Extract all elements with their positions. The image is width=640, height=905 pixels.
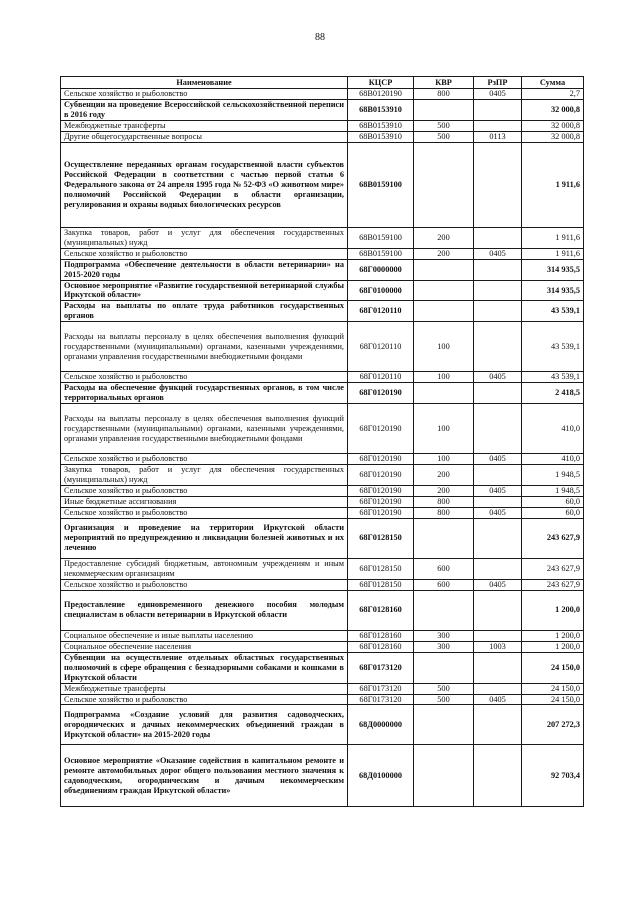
cell-sum: 60,0: [522, 497, 584, 508]
cell-kvr: 200: [414, 227, 474, 248]
cell-sum: 24 150,0: [522, 652, 584, 683]
cell-kvr: [414, 301, 474, 322]
cell-name: Осуществление переданных органам государственной власти субъектов Российской Федерации в соответствии с частью первой статьи 6 Федерального закона от 24 апреля 1995 года № 52-ФЗ «О животном мире» полномочий Российской Федерации в области организации, регулирования и охраны водных биологических ресурсов: [61, 142, 348, 227]
table-row: [61, 683, 584, 694]
cell-rzpr: [474, 630, 522, 641]
table-row: [61, 227, 584, 248]
cell-name: Закупка товаров, работ и услуг для обеспечения государственных (муниципальных) нужд: [61, 465, 348, 486]
cell-rzpr: 0405: [474, 579, 522, 590]
cell-kvr: [414, 745, 474, 807]
cell-sum: 43 539,1: [522, 322, 584, 372]
cell-kcsr: 68Д0100000: [348, 745, 414, 807]
cell-sum: 92 703,4: [522, 745, 584, 807]
cell-rzpr: [474, 518, 522, 558]
cell-rzpr: [474, 683, 522, 694]
cell-kvr: 300: [414, 641, 474, 652]
cell-kcsr: 68Г0120110: [348, 301, 414, 322]
cell-rzpr: 0405: [474, 454, 522, 465]
cell-kvr: 500: [414, 683, 474, 694]
cell-kcsr: 68Г0128160: [348, 630, 414, 641]
cell-kcsr: 68В0159100: [348, 248, 414, 259]
cell-kvr: 100: [414, 322, 474, 372]
cell-sum: 32 000,8: [522, 120, 584, 131]
cell-kvr: [414, 590, 474, 630]
cell-name: Межбюджетные трансферты: [61, 683, 348, 694]
cell-kcsr: 68В0159100: [348, 142, 414, 227]
table-row: [61, 630, 584, 641]
header-rzpr: РзПР: [474, 77, 522, 89]
header-kcsr: КЦСР: [348, 77, 414, 89]
table-row: [61, 497, 584, 508]
table-row: [61, 120, 584, 131]
table-row: [61, 465, 584, 486]
cell-kcsr: 68Г0120190: [348, 454, 414, 465]
cell-name: Предоставление субсидий бюджетным, автономным учреждениям и иным некоммерческим организациям: [61, 558, 348, 579]
cell-kcsr: 68В0153910: [348, 120, 414, 131]
cell-name: Иные бюджетные ассигнования: [61, 497, 348, 508]
table-row: [61, 248, 584, 259]
cell-name: Сельское хозяйство и рыболовство: [61, 372, 348, 383]
cell-rzpr: [474, 259, 522, 280]
cell-kcsr: 68Г0000000: [348, 259, 414, 280]
cell-name: Субвенции на осуществление отдельных областных государственных полномочий в сфере обращения с безнадзорными собаками и кошками в Иркутской области: [61, 652, 348, 683]
cell-sum: 2,7: [522, 89, 584, 100]
cell-sum: 410,0: [522, 404, 584, 454]
cell-name: Сельское хозяйство и рыболовство: [61, 507, 348, 518]
cell-name: Закупка товаров, работ и услуг для обеспечения государственных (муниципальных) нужд: [61, 227, 348, 248]
cell-kvr: [414, 99, 474, 120]
cell-kcsr: 68Г0128160: [348, 590, 414, 630]
cell-kcsr: 68Г0120190: [348, 465, 414, 486]
cell-kcsr: 68В0159100: [348, 227, 414, 248]
cell-kcsr: 68Г0173120: [348, 694, 414, 705]
table-row: [61, 518, 584, 558]
cell-kvr: 600: [414, 558, 474, 579]
cell-sum: 1 200,0: [522, 590, 584, 630]
cell-kcsr: 68Д0000000: [348, 705, 414, 745]
cell-rzpr: [474, 227, 522, 248]
table-row: [61, 322, 584, 372]
table-row: [61, 259, 584, 280]
cell-kvr: 100: [414, 372, 474, 383]
cell-sum: 43 539,1: [522, 372, 584, 383]
cell-sum: 1 200,0: [522, 641, 584, 652]
cell-sum: 1 911,6: [522, 227, 584, 248]
cell-rzpr: [474, 99, 522, 120]
cell-kcsr: 68Г0173120: [348, 683, 414, 694]
table-row: [61, 404, 584, 454]
table-row: [61, 745, 584, 807]
cell-name: Организация и проведение на территории Иркутской области мероприятий по предупреждению и ликвидации болезней животных и их лечению: [61, 518, 348, 558]
cell-rzpr: 0405: [474, 694, 522, 705]
cell-rzpr: [474, 142, 522, 227]
cell-sum: 24 150,0: [522, 683, 584, 694]
cell-kvr: 800: [414, 89, 474, 100]
cell-name: Сельское хозяйство и рыболовство: [61, 579, 348, 590]
table-row: [61, 372, 584, 383]
table-row: [61, 454, 584, 465]
cell-name: Подпрограмма «Обеспечение деятельности в области ветеринарии» на 2015-2020 годы: [61, 259, 348, 280]
cell-name: Предоставление единовременного денежного пособия молодым специалистам в области ветеринарии в Иркутской области: [61, 590, 348, 630]
cell-sum: 2 418,5: [522, 383, 584, 404]
cell-kvr: 600: [414, 579, 474, 590]
header-sum: Сумма: [522, 77, 584, 89]
cell-rzpr: [474, 705, 522, 745]
cell-sum: 1 948,5: [522, 465, 584, 486]
cell-kcsr: 68Г0128160: [348, 641, 414, 652]
cell-rzpr: 0405: [474, 248, 522, 259]
cell-name: Сельское хозяйство и рыболовство: [61, 486, 348, 497]
cell-rzpr: 0405: [474, 372, 522, 383]
table-row: [61, 641, 584, 652]
cell-rzpr: [474, 465, 522, 486]
cell-name: Расходы на обеспечение функций государственных органов, в том числе территориальных органов: [61, 383, 348, 404]
table-row: [61, 142, 584, 227]
cell-kvr: [414, 518, 474, 558]
cell-kcsr: 68Г0120190: [348, 507, 414, 518]
cell-rzpr: 0405: [474, 89, 522, 100]
cell-kcsr: 68В0153910: [348, 99, 414, 120]
cell-kvr: 800: [414, 497, 474, 508]
cell-kvr: 500: [414, 694, 474, 705]
cell-sum: 243 627,9: [522, 518, 584, 558]
cell-kcsr: 68Г0173120: [348, 652, 414, 683]
table-row: [61, 301, 584, 322]
cell-sum: 32 000,8: [522, 99, 584, 120]
table-row: [61, 652, 584, 683]
cell-name: Основное мероприятие «Оказание содействия в капитальном ремонте и ремонте автомобильных дорог общего пользования местного значения к садоводческим, огородническим и дачным некоммерческим объединениям граждан Иркутской области»: [61, 745, 348, 807]
cell-sum: 243 627,9: [522, 579, 584, 590]
cell-rzpr: [474, 301, 522, 322]
cell-kcsr: 68Г0120190: [348, 383, 414, 404]
cell-kvr: [414, 142, 474, 227]
cell-sum: 60,0: [522, 507, 584, 518]
cell-rzpr: [474, 590, 522, 630]
cell-kcsr: 68Г0128150: [348, 579, 414, 590]
cell-kvr: 300: [414, 630, 474, 641]
cell-kvr: [414, 259, 474, 280]
cell-rzpr: [474, 652, 522, 683]
cell-kcsr: 68Г0120110: [348, 322, 414, 372]
table-row: [61, 486, 584, 497]
table-row: [61, 579, 584, 590]
cell-rzpr: [474, 404, 522, 454]
cell-name: Сельское хозяйство и рыболовство: [61, 89, 348, 100]
cell-name: Сельское хозяйство и рыболовство: [61, 454, 348, 465]
table-row: [61, 99, 584, 120]
cell-rzpr: [474, 497, 522, 508]
cell-rzpr: [474, 745, 522, 807]
cell-name: Расходы на выплаты персоналу в целях обеспечения выполнения функций государственными (муниципальными) органами, казенными учреждениями, органами управления государственными внебюджетными фондами: [61, 404, 348, 454]
cell-rzpr: [474, 558, 522, 579]
cell-sum: 1 200,0: [522, 630, 584, 641]
cell-sum: 1 948,5: [522, 486, 584, 497]
cell-name: Межбюджетные трансферты: [61, 120, 348, 131]
cell-kvr: 100: [414, 404, 474, 454]
cell-kvr: 200: [414, 465, 474, 486]
cell-kvr: [414, 705, 474, 745]
header-name: Наименование: [61, 77, 348, 89]
page-number: 88: [315, 32, 325, 43]
table-row: [61, 383, 584, 404]
cell-sum: 410,0: [522, 454, 584, 465]
cell-kvr: 500: [414, 120, 474, 131]
cell-kcsr: 68В0120190: [348, 89, 414, 100]
cell-kvr: [414, 652, 474, 683]
cell-kvr: 100: [414, 454, 474, 465]
table-row: [61, 705, 584, 745]
table-row: [61, 694, 584, 705]
cell-name: Подпрограмма «Создание условий для развития садоводческих, огороднических и дачных некоммерческих объединений граждан в Иркутской области» на 2015-2020 годы: [61, 705, 348, 745]
cell-kcsr: 68Г0120190: [348, 404, 414, 454]
cell-rzpr: 1003: [474, 641, 522, 652]
table-row: [61, 280, 584, 301]
cell-rzpr: 0405: [474, 486, 522, 497]
cell-rzpr: [474, 322, 522, 372]
cell-kcsr: 68Г0128150: [348, 558, 414, 579]
table-row: [61, 89, 584, 100]
cell-kcsr: 68Г0100000: [348, 280, 414, 301]
cell-name: Расходы на выплаты персоналу в целях обеспечения выполнения функций государственными (муниципальными) органами, казенными учреждениями, органами управления государственными внебюджетными фондами: [61, 322, 348, 372]
cell-kvr: 800: [414, 507, 474, 518]
table-row: [61, 507, 584, 518]
cell-name: Другие общегосударственные вопросы: [61, 131, 348, 142]
table-row: [61, 558, 584, 579]
cell-name: Социальное обеспечение населения: [61, 641, 348, 652]
cell-name: Основное мероприятие «Развитие государственной ветеринарной службы Иркутской области»: [61, 280, 348, 301]
cell-name: Расходы на выплаты по оплате труда работников государственных органов: [61, 301, 348, 322]
cell-kcsr: 68Г0120110: [348, 372, 414, 383]
cell-sum: 243 627,9: [522, 558, 584, 579]
cell-rzpr: [474, 383, 522, 404]
cell-sum: 1 911,6: [522, 142, 584, 227]
budget-table: [60, 76, 584, 807]
cell-sum: 24 150,0: [522, 694, 584, 705]
cell-kcsr: 68В0153910: [348, 131, 414, 142]
cell-kvr: [414, 383, 474, 404]
cell-rzpr: [474, 280, 522, 301]
table-row: [61, 590, 584, 630]
header-kvr: КВР: [414, 77, 474, 89]
table-body: [61, 89, 584, 807]
cell-sum: 1 911,6: [522, 248, 584, 259]
cell-sum: 32 000,8: [522, 131, 584, 142]
cell-rzpr: 0405: [474, 507, 522, 518]
cell-name: Субвенции на проведение Всероссийской сельскохозяйственной переписи в 2016 году: [61, 99, 348, 120]
cell-rzpr: [474, 120, 522, 131]
header-row: [61, 77, 584, 89]
cell-kvr: [414, 280, 474, 301]
cell-name: Сельское хозяйство и рыболовство: [61, 248, 348, 259]
cell-kvr: 200: [414, 248, 474, 259]
cell-sum: 314 935,5: [522, 259, 584, 280]
cell-sum: 314 935,5: [522, 280, 584, 301]
cell-sum: 43 539,1: [522, 301, 584, 322]
cell-kvr: 200: [414, 486, 474, 497]
cell-sum: 207 272,3: [522, 705, 584, 745]
cell-kcsr: 68Г0128150: [348, 518, 414, 558]
cell-kvr: 500: [414, 131, 474, 142]
cell-name: Социальное обеспечение и иные выплаты населению: [61, 630, 348, 641]
cell-kcsr: 68Г0120190: [348, 486, 414, 497]
cell-name: Сельское хозяйство и рыболовство: [61, 694, 348, 705]
cell-kcsr: 68Г0120190: [348, 497, 414, 508]
table-row: [61, 131, 584, 142]
cell-rzpr: 0113: [474, 131, 522, 142]
